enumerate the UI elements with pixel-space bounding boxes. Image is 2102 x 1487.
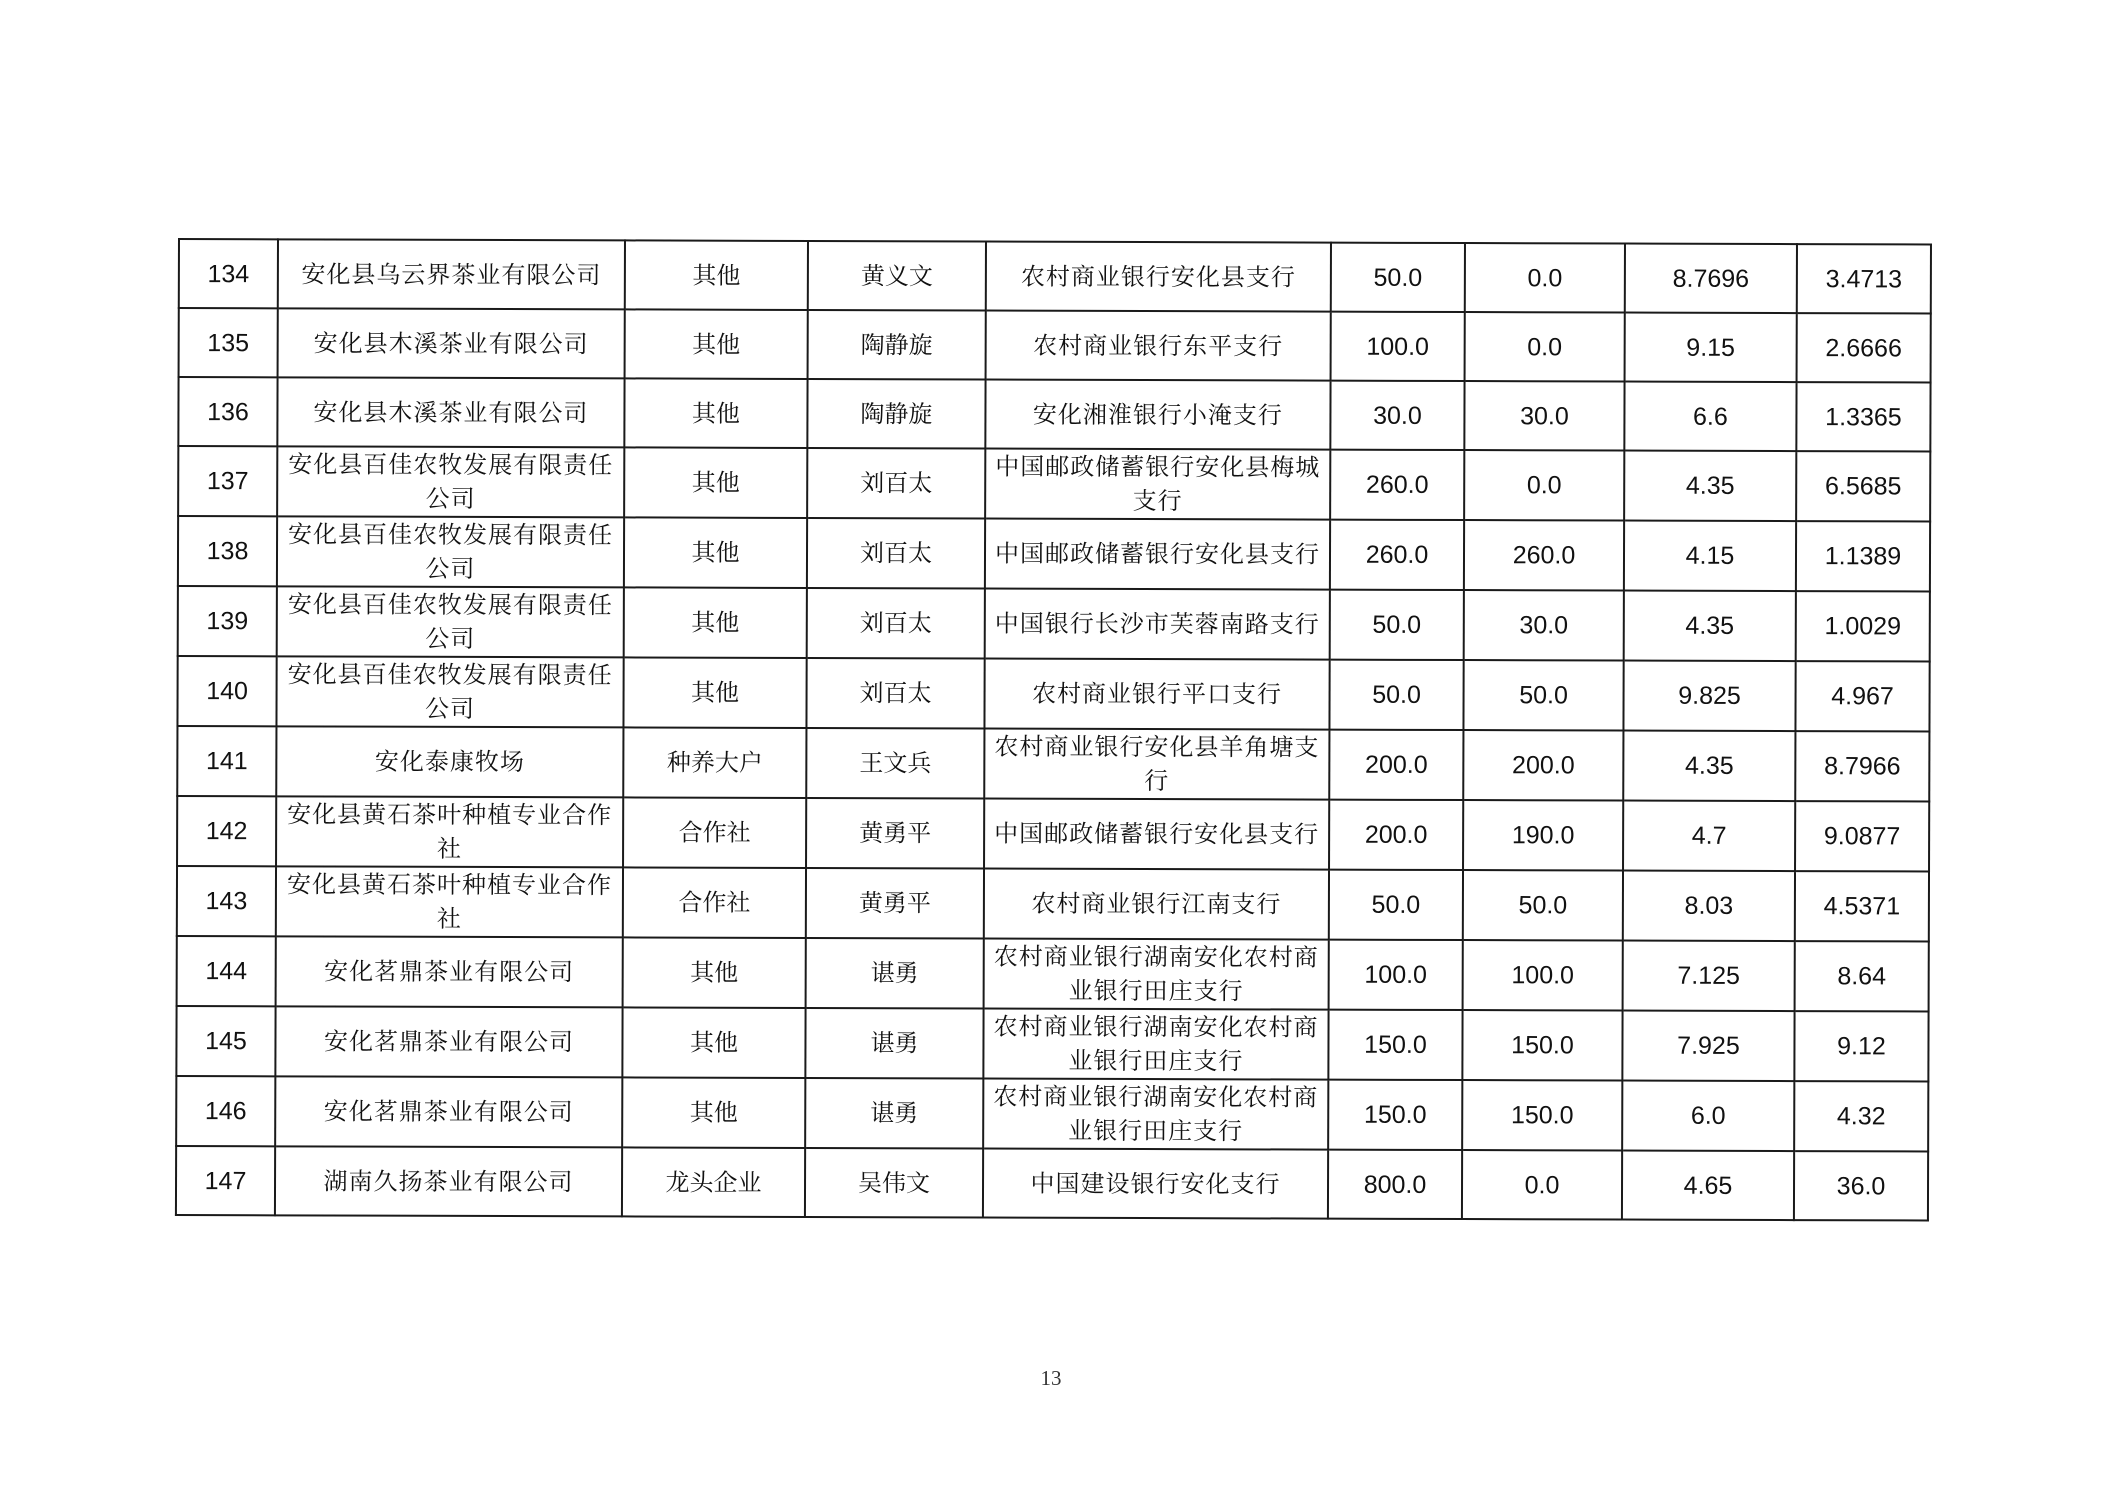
type-cell: 其他 bbox=[624, 587, 807, 658]
person-cell: 刘百太 bbox=[806, 658, 984, 729]
type-cell: 其他 bbox=[622, 1077, 805, 1148]
amount-cell: 200.0 bbox=[1329, 800, 1463, 870]
seq-cell: 135 bbox=[179, 308, 278, 377]
table-row bbox=[177, 796, 1929, 872]
rate-cell: 4.65 bbox=[1622, 1151, 1794, 1221]
seq-cell: 142 bbox=[177, 796, 276, 866]
person-cell: 黄勇平 bbox=[806, 868, 984, 939]
loan-table-body bbox=[176, 239, 1931, 1220]
balance-cell: 100.0 bbox=[1463, 940, 1623, 1011]
company-cell: 安化县木溪茶业有限公司 bbox=[278, 308, 625, 378]
value-cell: 1.1389 bbox=[1796, 521, 1930, 591]
company-cell: 安化县百佳农牧发展有限责任公司 bbox=[277, 586, 624, 657]
balance-cell: 50.0 bbox=[1463, 660, 1623, 731]
table-row bbox=[178, 446, 1930, 522]
seq-cell: 139 bbox=[178, 586, 277, 656]
table-row bbox=[176, 1006, 1928, 1082]
bank-cell: 农村商业银行安化县支行 bbox=[986, 242, 1331, 312]
table-row bbox=[176, 1146, 1928, 1221]
amount-cell: 50.0 bbox=[1330, 590, 1464, 660]
page-number: 13 bbox=[1040, 1366, 1062, 1390]
value-cell: 4.32 bbox=[1794, 1081, 1928, 1151]
person-cell: 刘百太 bbox=[807, 448, 985, 519]
rate-cell: 4.35 bbox=[1623, 731, 1795, 802]
amount-cell: 800.0 bbox=[1328, 1150, 1462, 1219]
person-cell: 黄义文 bbox=[808, 241, 986, 311]
balance-cell: 260.0 bbox=[1464, 520, 1624, 591]
table-row bbox=[177, 726, 1929, 802]
person-cell: 陶静旋 bbox=[807, 379, 985, 449]
value-cell: 3.4713 bbox=[1797, 244, 1931, 313]
amount-cell: 260.0 bbox=[1330, 520, 1464, 590]
type-cell: 其他 bbox=[623, 937, 806, 1008]
amount-cell: 50.0 bbox=[1329, 660, 1463, 730]
rate-cell: 6.6 bbox=[1624, 382, 1796, 452]
table-row bbox=[178, 586, 1930, 662]
rate-cell: 8.03 bbox=[1623, 871, 1795, 942]
amount-cell: 50.0 bbox=[1329, 870, 1463, 940]
type-cell: 龙头企业 bbox=[622, 1147, 805, 1217]
table-row bbox=[178, 516, 1930, 592]
table-row bbox=[177, 866, 1929, 942]
seq-cell: 137 bbox=[178, 446, 277, 516]
seq-cell: 140 bbox=[177, 656, 276, 726]
table-row bbox=[176, 1076, 1928, 1152]
amount-cell: 260.0 bbox=[1330, 450, 1464, 520]
bank-cell: 农村商业银行江南支行 bbox=[984, 869, 1329, 940]
amount-cell: 100.0 bbox=[1329, 940, 1463, 1010]
rate-cell: 9.825 bbox=[1623, 661, 1795, 732]
value-cell: 8.7966 bbox=[1795, 731, 1929, 801]
table-row bbox=[177, 936, 1929, 1012]
table-row bbox=[178, 377, 1930, 452]
person-cell: 吴伟文 bbox=[805, 1148, 983, 1218]
seq-cell: 146 bbox=[176, 1076, 275, 1146]
bank-cell: 农村商业银行湖南安化农村商业银行田庄支行 bbox=[984, 939, 1329, 1010]
type-cell: 其他 bbox=[624, 447, 807, 518]
balance-cell: 150.0 bbox=[1462, 1080, 1622, 1151]
balance-cell: 200.0 bbox=[1463, 730, 1623, 801]
company-cell: 安化泰康牧场 bbox=[276, 726, 623, 797]
type-cell: 其他 bbox=[623, 657, 806, 728]
seq-cell: 141 bbox=[177, 726, 276, 796]
person-cell: 谌勇 bbox=[806, 938, 984, 1009]
bank-cell: 农村商业银行湖南安化农村商业银行田庄支行 bbox=[983, 1009, 1328, 1080]
company-cell: 安化县百佳农牧发展有限责任公司 bbox=[277, 446, 624, 517]
type-cell: 其他 bbox=[624, 517, 807, 588]
rate-cell: 7.125 bbox=[1623, 941, 1795, 1012]
rate-cell: 4.35 bbox=[1624, 451, 1796, 522]
rate-cell: 4.15 bbox=[1624, 521, 1796, 592]
person-cell: 谌勇 bbox=[805, 1008, 983, 1079]
company-cell: 安化县乌云界茶业有限公司 bbox=[278, 239, 625, 309]
balance-cell: 0.0 bbox=[1465, 243, 1625, 313]
value-cell: 2.6666 bbox=[1797, 313, 1931, 382]
company-cell: 安化茗鼎茶业有限公司 bbox=[276, 936, 623, 1007]
seq-cell: 144 bbox=[177, 936, 276, 1006]
type-cell: 合作社 bbox=[623, 867, 806, 938]
balance-cell: 0.0 bbox=[1462, 1150, 1622, 1220]
bank-cell: 中国邮政储蓄银行安化县支行 bbox=[985, 519, 1330, 590]
table-row bbox=[179, 308, 1931, 383]
seq-cell: 138 bbox=[178, 516, 277, 586]
bank-cell: 农村商业银行平口支行 bbox=[984, 659, 1329, 730]
balance-cell: 150.0 bbox=[1462, 1010, 1622, 1081]
rate-cell: 6.0 bbox=[1622, 1081, 1794, 1152]
value-cell: 36.0 bbox=[1794, 1151, 1928, 1220]
seq-cell: 136 bbox=[178, 377, 277, 446]
amount-cell: 50.0 bbox=[1331, 243, 1465, 312]
company-cell: 安化茗鼎茶业有限公司 bbox=[275, 1006, 622, 1077]
seq-cell: 134 bbox=[179, 239, 278, 308]
person-cell: 刘百太 bbox=[807, 518, 985, 589]
person-cell: 刘百太 bbox=[807, 588, 985, 659]
company-cell: 安化县黄石茶叶种植专业合作社 bbox=[276, 866, 623, 937]
value-cell: 9.0877 bbox=[1795, 801, 1929, 871]
bank-cell: 农村商业银行安化县羊角塘支行 bbox=[984, 729, 1329, 800]
amount-cell: 150.0 bbox=[1328, 1010, 1462, 1080]
amount-cell: 200.0 bbox=[1329, 730, 1463, 800]
person-cell: 陶静旋 bbox=[808, 310, 986, 380]
person-cell: 谌勇 bbox=[805, 1078, 983, 1149]
balance-cell: 50.0 bbox=[1463, 870, 1623, 941]
amount-cell: 150.0 bbox=[1328, 1080, 1462, 1150]
balance-cell: 0.0 bbox=[1465, 312, 1625, 382]
table-row bbox=[179, 239, 1931, 314]
company-cell: 安化县黄石茶叶种植专业合作社 bbox=[276, 796, 623, 867]
rate-cell: 9.15 bbox=[1625, 313, 1797, 383]
person-cell: 王文兵 bbox=[806, 728, 984, 799]
value-cell: 4.5371 bbox=[1795, 871, 1929, 941]
amount-cell: 30.0 bbox=[1330, 381, 1464, 450]
loan-table bbox=[175, 238, 1932, 1222]
rate-cell: 7.925 bbox=[1622, 1011, 1794, 1082]
company-cell: 安化县百佳农牧发展有限责任公司 bbox=[276, 656, 623, 727]
type-cell: 其他 bbox=[625, 240, 808, 310]
value-cell: 1.3365 bbox=[1796, 382, 1930, 451]
bank-cell: 农村商业银行东平支行 bbox=[986, 311, 1331, 381]
type-cell: 其他 bbox=[622, 1007, 805, 1078]
value-cell: 8.64 bbox=[1795, 941, 1929, 1011]
bank-cell: 农村商业银行湖南安化农村商业银行田庄支行 bbox=[983, 1079, 1328, 1150]
company-cell: 安化茗鼎茶业有限公司 bbox=[275, 1076, 622, 1147]
seq-cell: 145 bbox=[176, 1006, 275, 1076]
company-cell: 安化县木溪茶业有限公司 bbox=[277, 377, 624, 447]
value-cell: 1.0029 bbox=[1796, 591, 1930, 661]
balance-cell: 190.0 bbox=[1463, 800, 1623, 871]
person-cell: 黄勇平 bbox=[806, 798, 984, 869]
value-cell: 6.5685 bbox=[1796, 451, 1930, 521]
bank-cell: 安化湘淮银行小淹支行 bbox=[985, 380, 1330, 450]
balance-cell: 30.0 bbox=[1464, 590, 1624, 661]
company-cell: 湖南久扬茶业有限公司 bbox=[275, 1146, 622, 1216]
value-cell: 4.967 bbox=[1795, 661, 1929, 731]
rate-cell: 4.7 bbox=[1623, 801, 1795, 872]
company-cell: 安化县百佳农牧发展有限责任公司 bbox=[277, 516, 624, 587]
table-row bbox=[177, 656, 1929, 732]
value-cell: 9.12 bbox=[1794, 1011, 1928, 1081]
seq-cell: 143 bbox=[177, 866, 276, 936]
rate-cell: 4.35 bbox=[1624, 591, 1796, 662]
type-cell: 其他 bbox=[625, 309, 808, 379]
balance-cell: 0.0 bbox=[1464, 450, 1624, 521]
amount-cell: 100.0 bbox=[1331, 312, 1465, 381]
bank-cell: 中国邮政储蓄银行安化县梅城支行 bbox=[985, 449, 1330, 520]
balance-cell: 30.0 bbox=[1464, 381, 1624, 451]
seq-cell: 147 bbox=[176, 1146, 275, 1215]
bank-cell: 中国邮政储蓄银行安化县支行 bbox=[984, 799, 1329, 870]
type-cell: 其他 bbox=[624, 378, 807, 448]
type-cell: 合作社 bbox=[623, 797, 806, 868]
bank-cell: 中国银行长沙市芙蓉南路支行 bbox=[985, 589, 1330, 660]
rate-cell: 8.7696 bbox=[1625, 244, 1797, 314]
bank-cell: 中国建设银行安化支行 bbox=[983, 1149, 1328, 1219]
type-cell: 种养大户 bbox=[623, 727, 806, 798]
